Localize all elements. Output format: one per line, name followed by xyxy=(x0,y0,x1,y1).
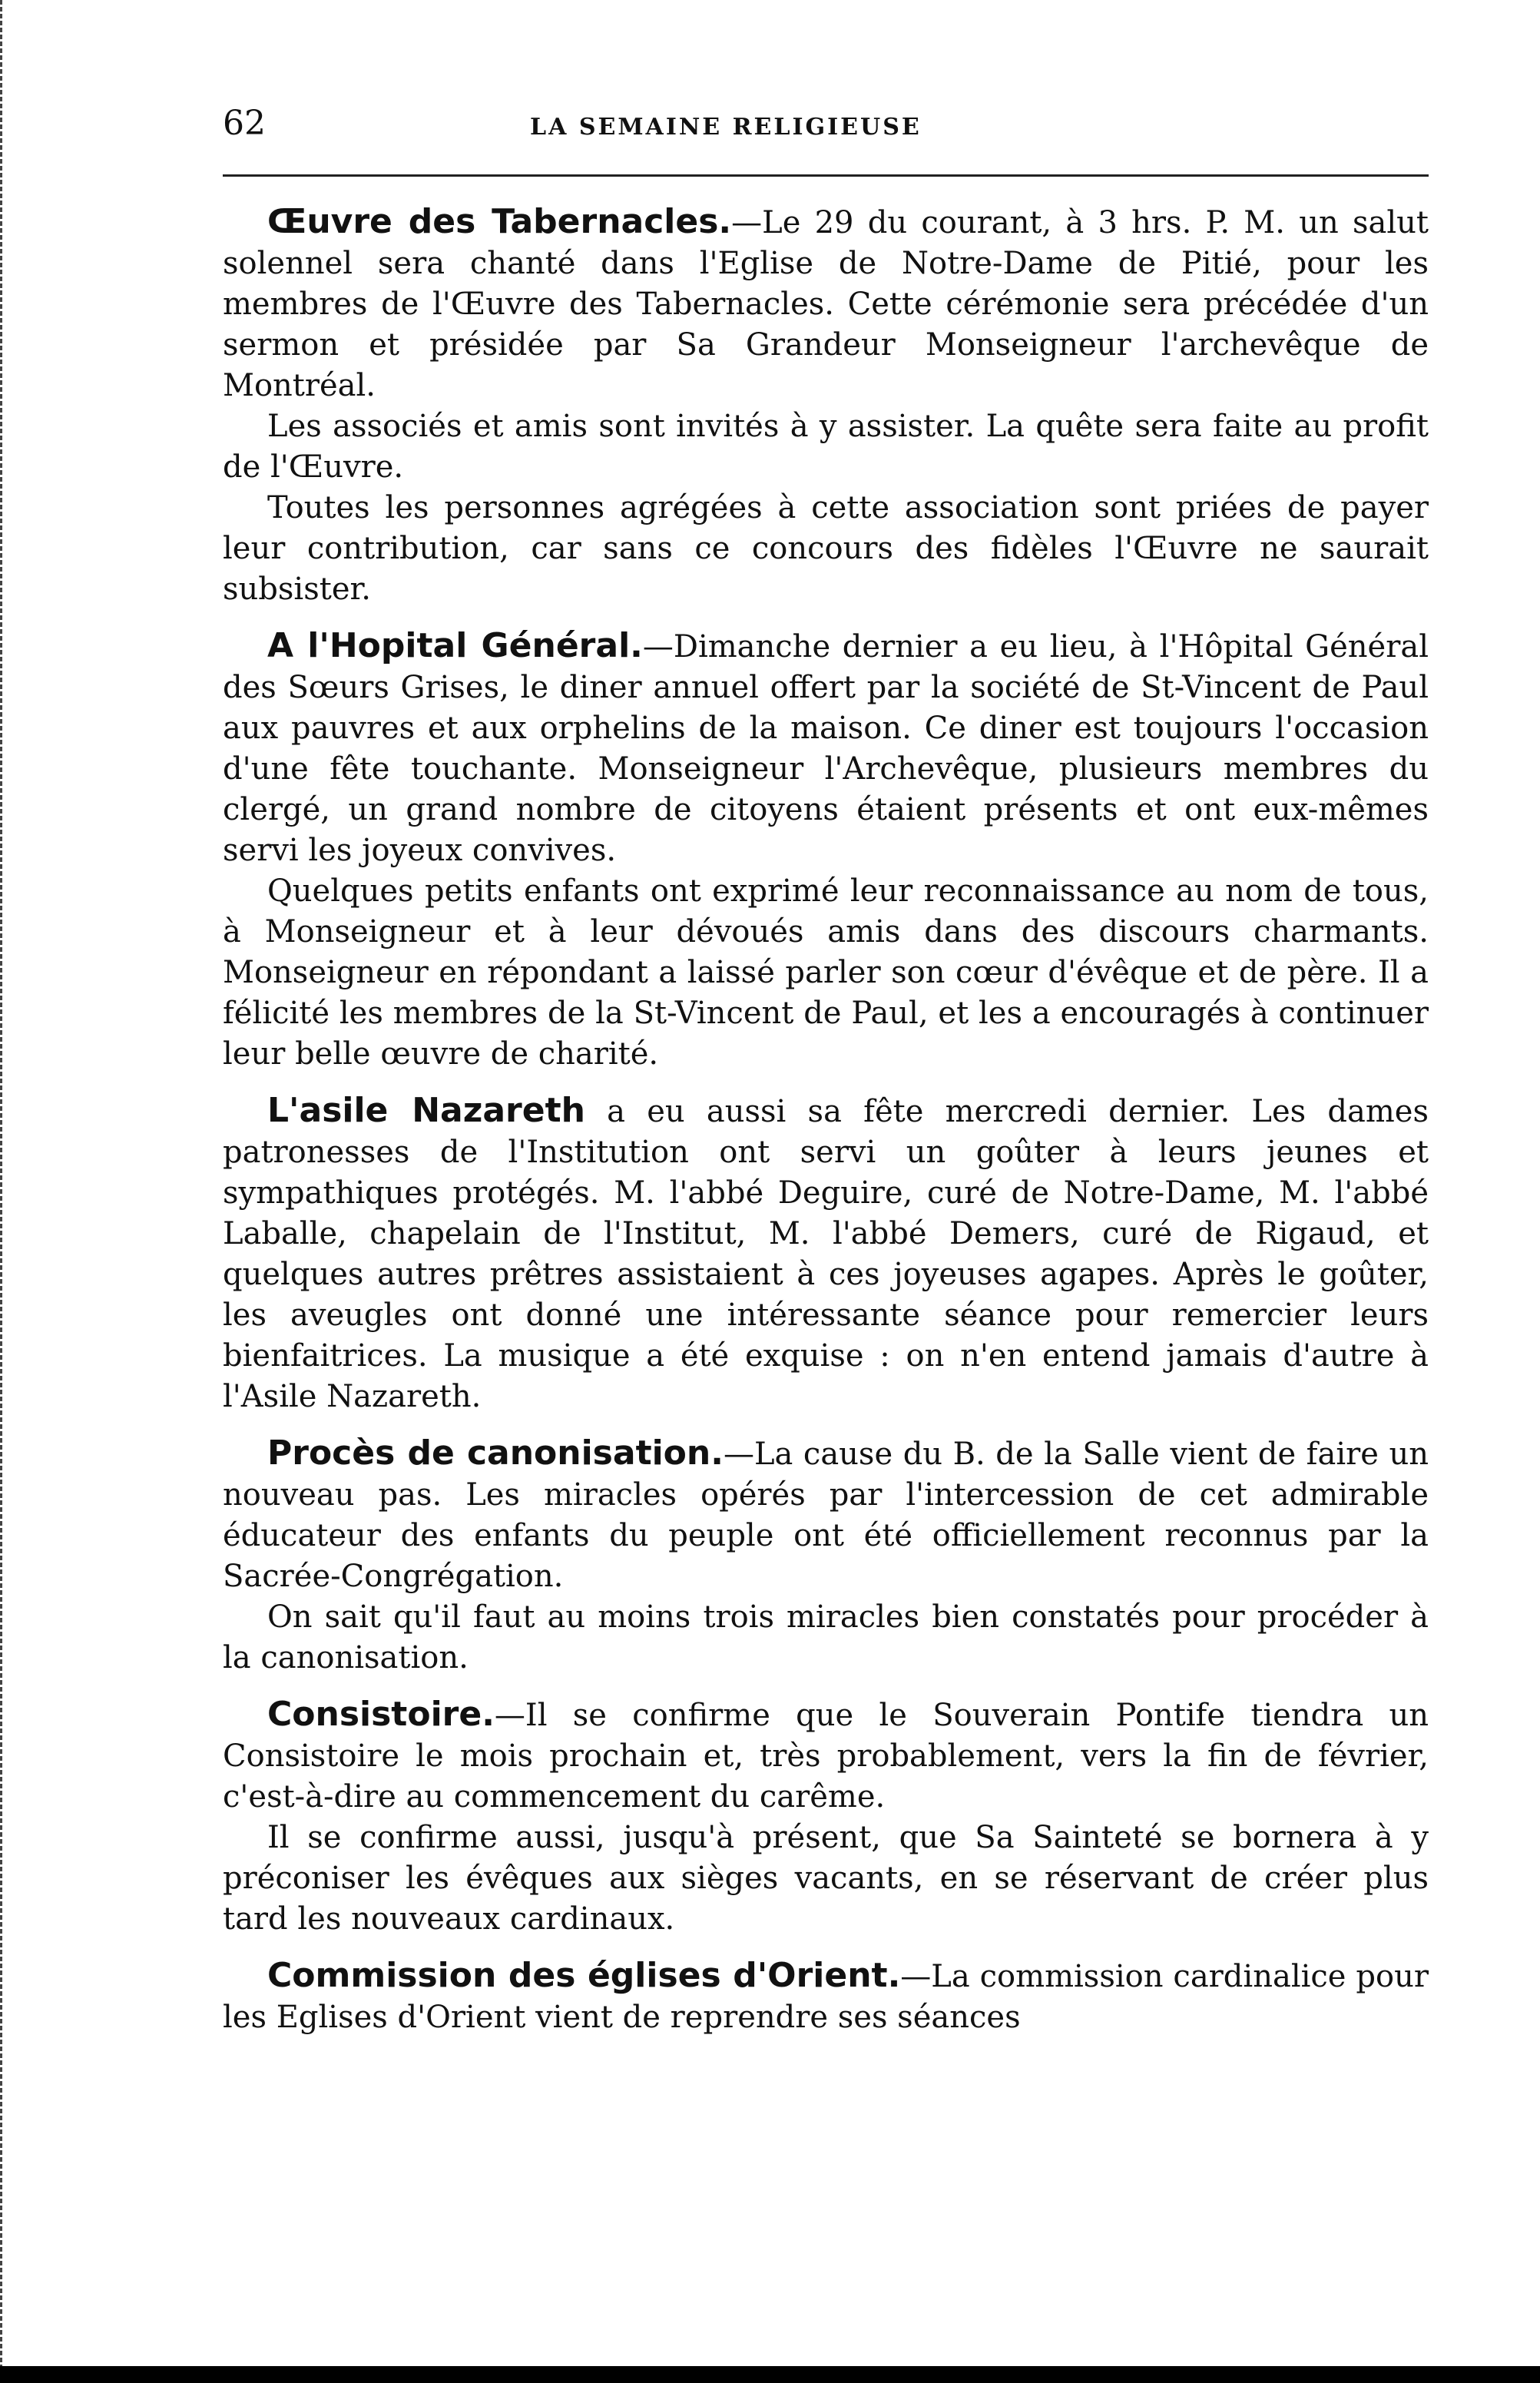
paragraph: Toutes les personnes agrégées à cette association sont priées de payer leur contribution, car sans ce concours des fidèles l'Œuvre ne saurait subsister. xyxy=(223,490,1429,607)
paragraph xyxy=(223,1090,1429,1417)
paragraph: On sait qu'il faut au moins trois miracles bien constatés pour procéder à la canonisation. xyxy=(223,1599,1429,1675)
section-heading: Procès de canonisation. xyxy=(267,1433,724,1473)
scan-bottom-edge xyxy=(0,2366,1540,2383)
section-heading: L'asile Nazareth xyxy=(267,1091,585,1130)
paragraph xyxy=(223,625,1429,871)
scan-left-edge xyxy=(0,0,5,2383)
paragraph-text: —Il se confirme que le Souverain Pontife tiendra un Consistoire le mois prochain et, très probablement, vers la fin de février, c'est-à-dire au commencement du carême. xyxy=(223,1698,1429,1815)
section-heading: Commission des églises d'Orient. xyxy=(267,1956,901,1995)
paragraph xyxy=(223,201,1429,406)
paragraph xyxy=(223,1433,1429,1597)
section-commission-orient xyxy=(223,1955,1429,2038)
running-title: LA SEMAINE RELIGIEUSE xyxy=(530,114,922,141)
paragraph: Les associés et amis sont invités à y assister. La quête sera faite au profit de l'Œuvre. xyxy=(223,409,1429,485)
page-number: 62 xyxy=(223,104,266,143)
paragraph xyxy=(223,1955,1429,2038)
paragraph: Il se confirme aussi, jusqu'à présent, que Sa Sainteté se bornera à y préconiser les évêques aux sièges vacants, en se réservant de créer plus tard les nouveaux cardinaux. xyxy=(223,1820,1429,1937)
header-rule xyxy=(223,174,1429,177)
paragraph-text: —La commission cardinalice pour les Eglises d'Orient vient de reprendre ses séances xyxy=(223,1959,1429,2035)
paragraph-text: —La cause du B. de la Salle vient de faire un nouveau pas. Les miracles opérés par l'intercession de cet admirable éducateur des enfants du peuple ont été officiellement reconnus par la Sacrée-Congrégation. xyxy=(223,1437,1429,1594)
section-hopital-general xyxy=(223,625,1429,1075)
section-heading: A l'Hopital Général. xyxy=(267,626,643,665)
section-consistoire xyxy=(223,1694,1429,1940)
paragraph xyxy=(223,1694,1429,1818)
section-canonisation xyxy=(223,1433,1429,1679)
paragraph-text: a eu aussi sa fête mercredi dernier. Les dames patronesses de l'Institution ont servi un goûter à leurs jeunes et sympathiques protégés. M. l'abbé Deguire, curé de Notre-Dame, M. l'abbé Laballe, chapelain de l'Institut, M. l'abbé Demers, curé de Rigaud, et quelques autres prêtres assistaient à ces joyeuses agapes. Après le goûter, les aveugles ont donné une intéressante séance pour remercier leurs bienfaitrices. La musique a été exquise : on n'en entend jamais d'autre à l'Asile Nazareth. xyxy=(223,1094,1429,1414)
paragraph-text: —Le 29 du courant, à 3 hrs. P. M. un salut solennel sera chanté dans l'Eglise de Notre-Dame de Pitié, pour les membres de l'Œuvre des Tabernacles. Cette cérémonie sera précédée d'un sermon et présidée par Sa Grandeur Monseigneur l'archevêque de Montréal. xyxy=(223,205,1429,403)
page xyxy=(223,104,1429,2038)
paragraph: Quelques petits enfants ont exprimé leur reconnaissance au nom de tous, à Monseigneur et à leur dévoués amis dans des discours charmants. Monseigneur en répondant a laissé parler son cœur d'évêque et de père. Il a félicité les membres de la St-Vincent de Paul, et les a encouragés à continuer leur belle œuvre de charité. xyxy=(223,873,1429,1072)
section-heading: Œuvre des Tabernacles. xyxy=(267,202,732,241)
paragraph-text: —Dimanche dernier a eu lieu, à l'Hôpital Général des Sœurs Grises, le diner annuel offert par la société de St-Vincent de Paul aux pauvres et aux orphelins de la maison. Ce diner est toujours l'occasion d'une fête touchante. Monseigneur l'Archevêque, plusieurs membres du clergé, un grand nombre de citoyens étaient présents et ont eux-mêmes servi les joyeux convives. xyxy=(223,629,1429,868)
section-heading: Consistoire. xyxy=(267,1695,495,1734)
section-asile-nazareth xyxy=(223,1090,1429,1417)
section-tabernacles xyxy=(223,201,1429,610)
page-header xyxy=(223,104,1429,165)
